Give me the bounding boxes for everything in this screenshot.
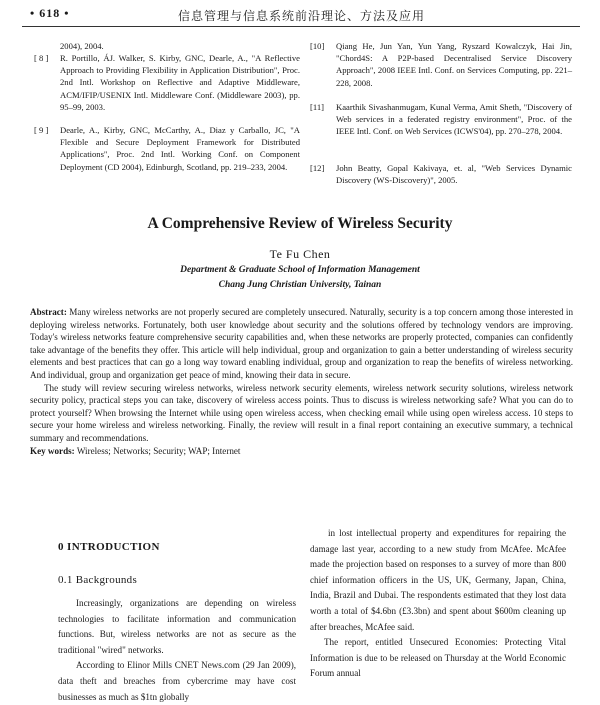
subsection-heading-backgrounds: 0.1 Backgrounds xyxy=(58,574,138,586)
page-number: • 618 • xyxy=(30,6,70,20)
abstract-paragraph-2: The study will review securing wireless networks, wireless network security elements, wireless network security solutions, wireless network security policy, practical steps you can take, discovery of wireless access points. Thus to discuss is wireless networking safe? What you can do to protect yourself? When browsing the Internet while using open wireless access, when checking email while using open wireless access. 10 steps to secure your home wireless and wireless networking. Finally, the review will result in a final report containing an executive summary, a technical summary and recommendations. xyxy=(30,382,573,443)
abstract-block xyxy=(30,306,573,457)
reference-item xyxy=(34,124,300,188)
reference-text: R. Portillo, ÁJ. Walker, S. Kirby, GNC, Dearle, A., "A Reflective Approach to Providing Flexibility in Application Distribution", Proc. 2nd Intl. Workshop on Reflective and Adaptive Middleware, ACM/IFIP/USENIX Intl. Middleware Conf. (Middleware 2003), pp. 95–99, 2003. xyxy=(60,53,300,112)
section-heading-introduction: 0 INTRODUCTION xyxy=(58,541,160,553)
paper-author: Te Fu Chen xyxy=(269,247,331,261)
reference-number: [12] xyxy=(310,163,325,173)
body-paragraph: in lost intellectual property and expenditures for repairing the damage last year, according to a new study from McAfee. McAfee made the projection based on responses to a survey of more than 800 chief information officers in the US, UK, Germany, Japan, China, India, Brazil and Dubai. The respondents estimated that they lost data worth a total of $4.6bn (£3.3bn) and spent about $600m cleaning up after breaches, McAfee said. xyxy=(310,528,566,632)
reference-text: John Beatty, Gopal Kakivaya, et. al, "Web Services Dynamic Discovery (WS-Discovery)", 2005. xyxy=(336,163,572,186)
abstract-paragraph xyxy=(30,306,573,382)
intro-left-column xyxy=(58,596,296,705)
reference-item xyxy=(34,52,300,127)
reference-number: [ 8 ] xyxy=(34,53,49,63)
abstract-label: Abstract: xyxy=(30,307,67,317)
reference-item xyxy=(310,162,572,190)
keywords-text: Wireless; Networks; Security; WAP; Internet xyxy=(76,445,241,456)
reference-text: Kaarthik Sivashanmugam, Kunal Verma, Amit Sheth, "Discovery of Web services in a federated registry environment", Proc. of the IEEE Intl. Conf. on Web Services (ICWS'04), pp. 270–278, 2004. xyxy=(336,102,572,137)
keywords-label: Key words: xyxy=(30,445,75,456)
header-rule xyxy=(22,26,580,27)
reference-item xyxy=(310,101,572,161)
paper-title: A Comprehensive Review of Wireless Security xyxy=(147,215,453,232)
abstract-text: Many wireless networks are not properly secured are completely unsecured. Naturally, security is a top concern among those interested in deploying wireless networks. Fortunately, both user knowledge about security and the solutions offered by technology vendors are improving. Today's wireless networks feature comprehensive security capabilities and, when these networks are properly protected, companies can confidently take advantage of the benefits they offer. This article will help individual, group and organization to gain a better understanding of wireless security elements and best practices that can go a long way toward enabling individual, group and organization to reap the benefits of wireless networking. And individual, group and organization get peace of mind, knowing their data in secure. xyxy=(30,307,573,380)
body-paragraph: The report, entitled Unsecured Economies: Protecting Vital Information is due to be released on Thursday at the World Economic Forum annual xyxy=(310,637,566,679)
reference-text: Dearle, A., Kirby, GNC, McCarthy, A., Diaz y Carballo, JC, "A Flexible and Secure Deployment Framework for Distributed Applications", Proc. 2nd Intl. Working Conf. on Component Deployment (CD 2004), Edinburgh, Scotland, pp. 219–233, 2004. xyxy=(60,125,300,172)
body-paragraph: Increasingly, organizations are depending on wireless technologies to facilitate information and communication functions. But, wireless networks are not as secure as the traditional "wired" networks. xyxy=(58,598,296,655)
author-affiliation-university: Chang Jung Christian University, Tainan xyxy=(218,280,382,290)
intro-right-column xyxy=(310,526,566,682)
keywords-line xyxy=(30,445,573,458)
reference-number: [11] xyxy=(310,102,324,112)
body-paragraph: According to Elinor Mills CNET News.com (29 Jan 2009), data theft and breaches from cybercrime may have cost businesses as much as $1tn globally xyxy=(58,660,296,702)
reference-text: Qiang He, Jun Yan, Yun Yang, Ryszard Kowalczyk, Hai Jin, "Chord4S: A P2P-based Decentralised Service Discovery Approach", 2008 IEEE Intl. Conf. on Services Computing, pp. 221–228, 2008. xyxy=(336,41,572,88)
running-title: 信息管理与信息系统前沿理论、方法及应用 xyxy=(178,9,426,23)
author-affiliation-department: Department & Graduate School of Information Management xyxy=(180,265,420,275)
reference-number: [10] xyxy=(310,41,325,51)
reference-text: 2004), 2004. xyxy=(60,41,104,51)
reference-number: [ 9 ] xyxy=(34,125,49,135)
reference-item xyxy=(310,40,572,100)
